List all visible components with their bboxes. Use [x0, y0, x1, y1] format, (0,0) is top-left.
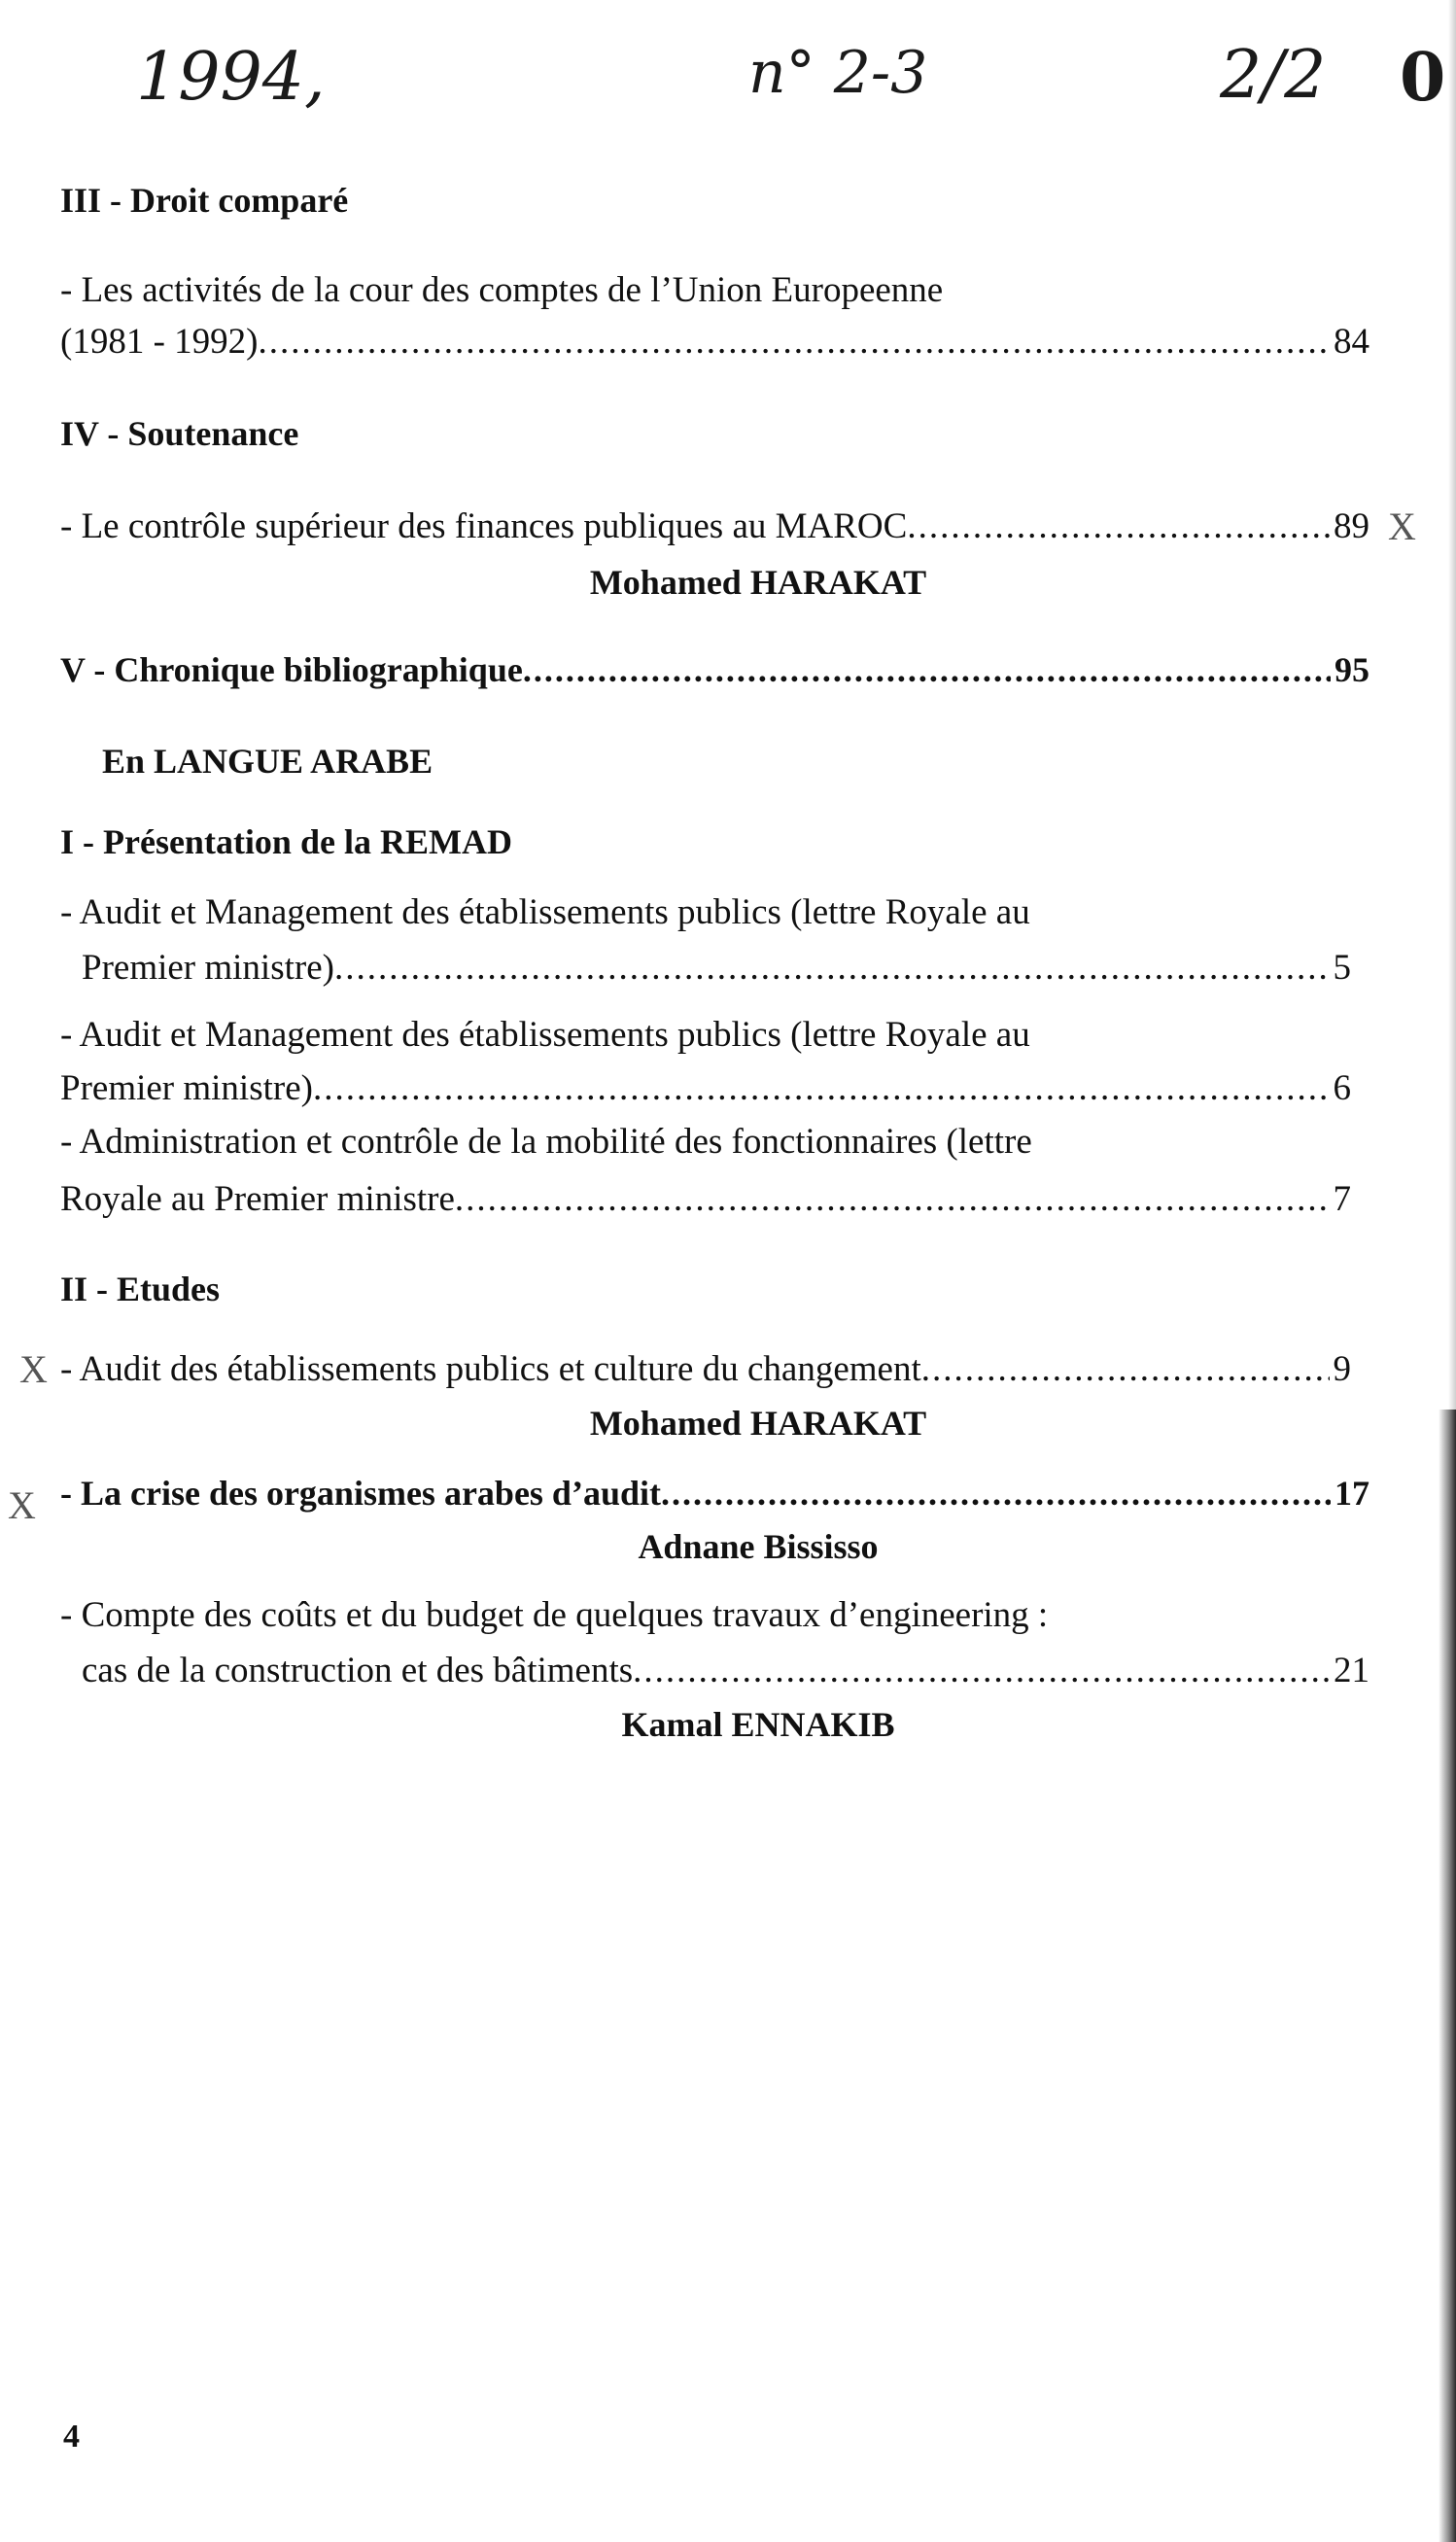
author-name: Mohamed HARAKAT	[589, 563, 927, 602]
page-ref: 95	[1335, 650, 1369, 689]
leader-dots	[334, 947, 1330, 989]
handwritten-year: 1994,	[136, 39, 326, 116]
page-ref: 9	[1333, 1349, 1351, 1389]
toc-entry-audit-management-1	[82, 947, 1351, 989]
toc-entry-text: - La crise des organismes arabes d’audit	[60, 1474, 661, 1513]
page-ref: 89	[1334, 506, 1369, 546]
leader-dots	[455, 1178, 1330, 1220]
section-title-etudes: II - Etudes	[60, 1270, 221, 1308]
leader-dots	[661, 1473, 1331, 1514]
toc-entry-controle-superieur	[60, 505, 1369, 547]
toc-entry-text: V - Chronique bibliographique	[60, 650, 523, 689]
margin-x-mark: X	[8, 1483, 36, 1527]
margin-x-mark: X	[1388, 505, 1416, 548]
page-ref: 17	[1335, 1474, 1369, 1513]
toc-entry-text: Premier ministre)	[82, 948, 334, 988]
toc-entry-text: Premier ministre)	[60, 1068, 313, 1108]
page-ref: 21	[1334, 1651, 1369, 1690]
toc-entry-crise-organismes	[60, 1473, 1369, 1514]
toc-entry-text: - Audit des établissements publics et culture du changement	[60, 1349, 921, 1389]
page-ref: 5	[1333, 948, 1351, 988]
langue-arabe-heading: En LANGUE ARABE	[102, 742, 433, 781]
toc-entry-text: Royale au Premier ministre	[60, 1179, 455, 1219]
margin-x-mark: X	[19, 1347, 48, 1391]
scan-edge-shadow	[1448, 0, 1456, 1410]
toc-entry-audit-culture	[60, 1348, 1351, 1390]
toc-entry-line: - Compte des coûts et du budget de quelques travaux d’engineering :	[60, 1595, 1049, 1635]
toc-entry-text: (1981 - 1992)	[60, 322, 259, 362]
leader-dots	[907, 505, 1330, 547]
handwritten-ref-tail: 0	[1400, 39, 1446, 117]
page-ref: 7	[1333, 1179, 1351, 1219]
toc-entry-administration-mobilite	[60, 1178, 1351, 1220]
toc-entry-audit-management-2	[60, 1067, 1351, 1109]
page-ref: 84	[1334, 322, 1369, 362]
section-title-presentation: I - Présentation de la REMAD	[60, 822, 512, 861]
toc-entry-text: cas de la construction et des bâtiments	[82, 1651, 634, 1690]
section-title-soutenance: IV - Soutenance	[60, 414, 299, 453]
toc-entry-compte-couts	[82, 1650, 1369, 1691]
leader-dots	[258, 321, 1330, 363]
author-name: Kamal ENNAKIB	[621, 1705, 895, 1744]
handwritten-issue: n° 2-3	[748, 39, 928, 107]
leader-dots	[313, 1067, 1330, 1109]
author-name: Adnane Bississo	[638, 1527, 879, 1566]
leader-dots	[633, 1650, 1330, 1691]
toc-entry-line: - Audit et Management des établissements publics (lettre Royale au	[60, 892, 1030, 932]
toc-entry-line: - Les activités de la cour des comptes de l’Union Europeenne	[60, 270, 944, 310]
leader-dots	[921, 1348, 1330, 1390]
toc-entry-activites-cour	[60, 321, 1369, 363]
toc-entry-line: - Audit et Management des établissements publics (lettre Royale au	[60, 1015, 1030, 1055]
toc-entry-text: - Le contrôle supérieur des finances publiques au MAROC	[60, 506, 908, 546]
toc-entry-line: - Administration et contrôle de la mobilité des fonctionnaires (lettre	[60, 1122, 1032, 1162]
page-ref: 6	[1333, 1068, 1351, 1108]
scan-edge-shadow	[1439, 1410, 1456, 2542]
handwritten-ref: 2/2	[1220, 37, 1327, 114]
section-title-droit-compare: III - Droit comparé	[60, 181, 349, 220]
leader-dots	[523, 649, 1331, 690]
author-name: Mohamed HARAKAT	[589, 1404, 927, 1443]
page-number: 4	[63, 2419, 80, 2455]
toc-entry-chronique	[60, 649, 1369, 690]
